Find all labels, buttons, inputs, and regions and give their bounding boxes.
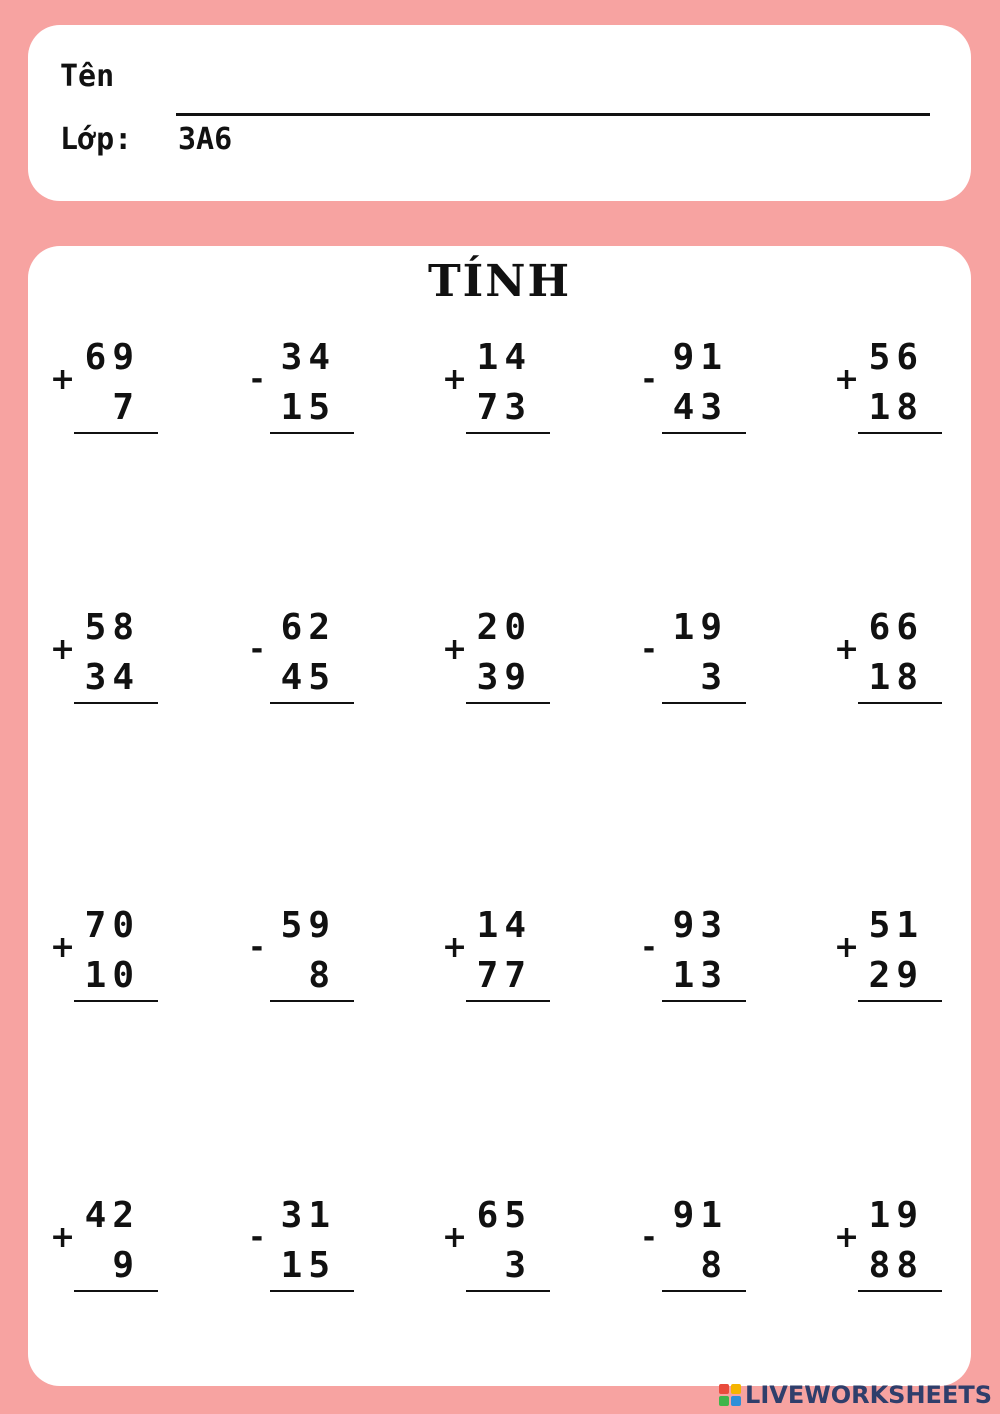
- minus-sign: -: [250, 362, 264, 397]
- second-operand: 73: [476, 387, 532, 428]
- worksheet-card: [28, 246, 971, 1386]
- first-operand: 51: [868, 905, 924, 946]
- logo-block: [731, 1396, 741, 1406]
- minus-sign: -: [642, 632, 656, 667]
- math-problem: [834, 1196, 944, 1306]
- minus-sign: -: [250, 930, 264, 965]
- plus-sign: +: [834, 1220, 860, 1255]
- math-problem: [638, 906, 748, 1016]
- second-operand: 7: [112, 387, 140, 428]
- plus-sign: +: [442, 632, 468, 667]
- first-operand: 65: [476, 1195, 532, 1236]
- math-problem: [442, 906, 552, 1016]
- first-operand: 62: [280, 607, 336, 648]
- brand-name: LIVEWORKSHEETS: [745, 1381, 992, 1409]
- first-operand: 70: [84, 905, 140, 946]
- second-operand: 15: [280, 1245, 336, 1286]
- liveworksheets-logo: [719, 1382, 992, 1408]
- minus-sign: -: [642, 930, 656, 965]
- plus-sign: +: [50, 632, 76, 667]
- answer-line[interactable]: [662, 1290, 746, 1292]
- math-problem: [50, 338, 160, 448]
- answer-line[interactable]: [74, 702, 158, 704]
- logo-blocks-icon: [719, 1384, 741, 1406]
- second-operand: 43: [672, 387, 728, 428]
- math-problem: [246, 1196, 356, 1306]
- minus-sign: -: [642, 362, 656, 397]
- math-problem: [246, 608, 356, 718]
- answer-line[interactable]: [74, 432, 158, 434]
- math-problem: [246, 906, 356, 1016]
- first-operand: 69: [84, 337, 140, 378]
- math-problem: [834, 608, 944, 718]
- first-operand: 59: [280, 905, 336, 946]
- plus-sign: +: [50, 362, 76, 397]
- math-problem: [50, 906, 160, 1016]
- second-operand: 34: [84, 657, 140, 698]
- first-operand: 19: [672, 607, 728, 648]
- plus-sign: +: [50, 930, 76, 965]
- first-operand: 14: [476, 337, 532, 378]
- second-operand: 10: [84, 955, 140, 996]
- first-operand: 14: [476, 905, 532, 946]
- answer-line[interactable]: [662, 1000, 746, 1002]
- answer-line[interactable]: [466, 702, 550, 704]
- second-operand: 29: [868, 955, 924, 996]
- second-operand: 3: [700, 657, 728, 698]
- second-operand: 13: [672, 955, 728, 996]
- math-problem: [638, 338, 748, 448]
- minus-sign: -: [250, 632, 264, 667]
- plus-sign: +: [442, 362, 468, 397]
- second-operand: 15: [280, 387, 336, 428]
- second-operand: 9: [112, 1245, 140, 1286]
- answer-line[interactable]: [270, 702, 354, 704]
- answer-line[interactable]: [466, 1290, 550, 1292]
- first-operand: 31: [280, 1195, 336, 1236]
- math-problem: [50, 1196, 160, 1306]
- math-problem: [50, 608, 160, 718]
- second-operand: 8: [308, 955, 336, 996]
- answer-line[interactable]: [858, 432, 942, 434]
- logo-block: [719, 1384, 729, 1394]
- answer-line[interactable]: [466, 432, 550, 434]
- class-value: 3A6: [178, 122, 233, 157]
- second-operand: 18: [868, 657, 924, 698]
- first-operand: 34: [280, 337, 336, 378]
- second-operand: 77: [476, 955, 532, 996]
- answer-line[interactable]: [74, 1290, 158, 1292]
- first-operand: 58: [84, 607, 140, 648]
- minus-sign: -: [250, 1220, 264, 1255]
- second-operand: 8: [700, 1245, 728, 1286]
- first-operand: 91: [672, 337, 728, 378]
- math-problem: [246, 338, 356, 448]
- plus-sign: +: [50, 1220, 76, 1255]
- answer-line[interactable]: [858, 1000, 942, 1002]
- second-operand: 18: [868, 387, 924, 428]
- plus-sign: +: [442, 1220, 468, 1255]
- answer-line[interactable]: [662, 702, 746, 704]
- second-operand: 45: [280, 657, 336, 698]
- answer-line[interactable]: [662, 432, 746, 434]
- first-operand: 56: [868, 337, 924, 378]
- math-problem: [638, 608, 748, 718]
- math-problem: [834, 906, 944, 1016]
- worksheet-title: TÍNH: [427, 256, 572, 307]
- plus-sign: +: [834, 930, 860, 965]
- class-label: Lớp:: [60, 122, 133, 157]
- student-info-card: [28, 25, 971, 201]
- first-operand: 20: [476, 607, 532, 648]
- minus-sign: -: [642, 1220, 656, 1255]
- second-operand: 3: [504, 1245, 532, 1286]
- math-problem: [638, 1196, 748, 1306]
- answer-line[interactable]: [270, 1290, 354, 1292]
- first-operand: 66: [868, 607, 924, 648]
- plus-sign: +: [834, 632, 860, 667]
- answer-line[interactable]: [858, 1290, 942, 1292]
- first-operand: 19: [868, 1195, 924, 1236]
- answer-line[interactable]: [270, 1000, 354, 1002]
- math-problem: [442, 338, 552, 448]
- plus-sign: +: [442, 930, 468, 965]
- second-operand: 39: [476, 657, 532, 698]
- name-input-line[interactable]: [176, 113, 930, 116]
- first-operand: 91: [672, 1195, 728, 1236]
- first-operand: 93: [672, 905, 728, 946]
- name-label: Tên: [60, 59, 115, 94]
- math-problem: [442, 608, 552, 718]
- plus-sign: +: [834, 362, 860, 397]
- second-operand: 88: [868, 1245, 924, 1286]
- answer-line[interactable]: [74, 1000, 158, 1002]
- math-problem: [442, 1196, 552, 1306]
- first-operand: 42: [84, 1195, 140, 1236]
- answer-line[interactable]: [466, 1000, 550, 1002]
- answer-line[interactable]: [858, 702, 942, 704]
- logo-block: [719, 1396, 729, 1406]
- answer-line[interactable]: [270, 432, 354, 434]
- logo-block: [731, 1384, 741, 1394]
- math-problem: [834, 338, 944, 448]
